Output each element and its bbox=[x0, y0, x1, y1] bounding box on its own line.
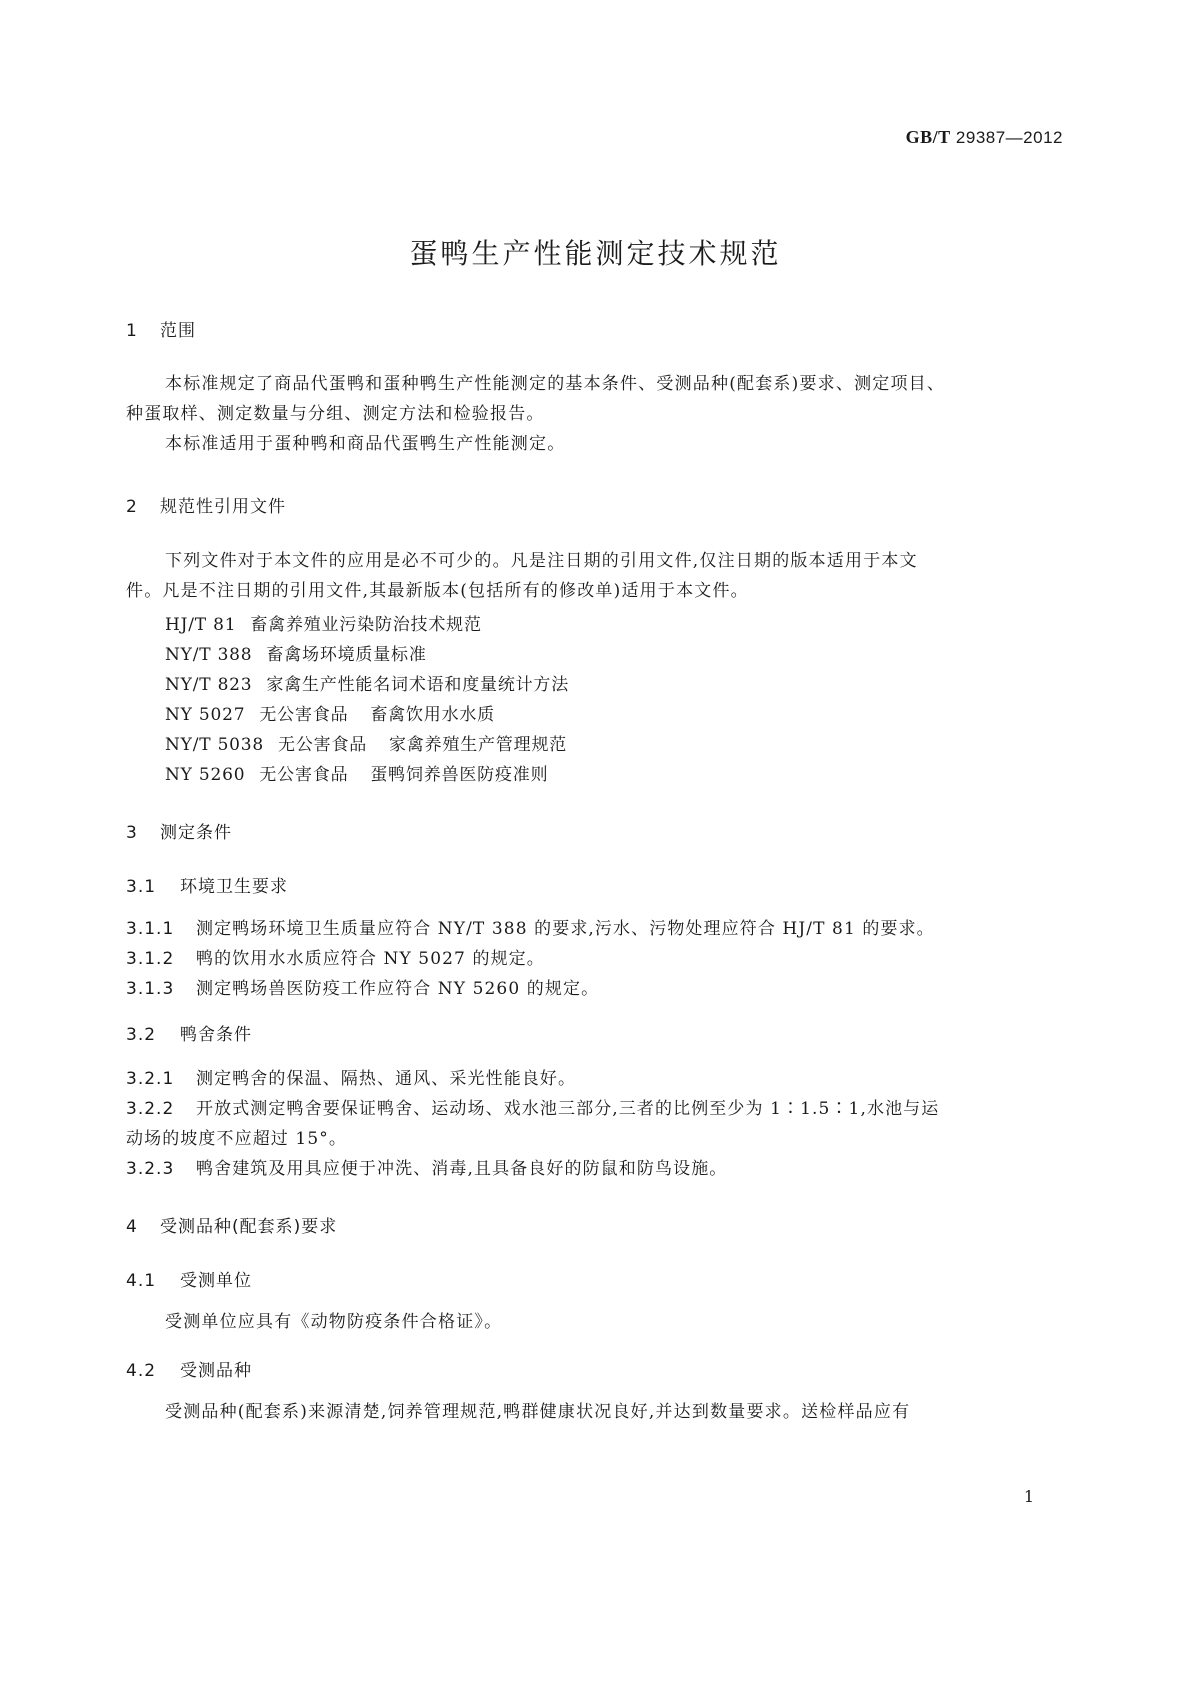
standard-number bbox=[906, 127, 1063, 148]
subsection-3-2-heading bbox=[126, 1020, 252, 1045]
clause-3-2-3 bbox=[126, 1154, 727, 1179]
reference-item bbox=[165, 670, 569, 695]
subsection-number: 4.2 bbox=[126, 1361, 157, 1381]
subsection-4-1-heading bbox=[126, 1266, 252, 1291]
subsection-3-1-heading bbox=[126, 872, 288, 897]
standard-prefix: GB/T bbox=[905, 127, 951, 147]
clause-text: 测定鸭舍的保温、隔热、通风、采光性能良好。 bbox=[196, 1069, 577, 1089]
subsection-4-2-heading bbox=[126, 1356, 252, 1381]
reference-item bbox=[165, 730, 567, 755]
paragraph-line: 受测品种(配套系)来源清楚,饲养管理规范,鸭群健康状况良好,并达到数量要求。送检样品应有 bbox=[165, 1402, 911, 1422]
reference-subtitle: 蛋鸭饲养兽医防疫准则 bbox=[370, 765, 549, 785]
reference-title: 畜禽场环境质量标准 bbox=[266, 645, 427, 665]
subsection-number: 3.1 bbox=[126, 877, 157, 897]
clause-number: 3.1.3 bbox=[126, 979, 175, 999]
clause-3-1-3 bbox=[126, 974, 599, 999]
section-title: 受测品种(配套系)要求 bbox=[160, 1217, 338, 1237]
reference-code: NY/T 388 bbox=[165, 645, 253, 665]
clause-number: 3.1.2 bbox=[126, 949, 175, 969]
clause-number: 3.2.2 bbox=[126, 1099, 175, 1119]
clause-text: 测定鸭场兽医防疫工作应符合 NY 5260 的规定。 bbox=[196, 979, 600, 999]
reference-code: NY 5260 bbox=[165, 765, 246, 785]
reference-title: 畜禽养殖业污染防治技术规范 bbox=[250, 615, 482, 635]
clause-text: 鸭的饮用水水质应符合 NY 5027 的规定。 bbox=[196, 949, 545, 969]
reference-title: 无公害食品 bbox=[259, 705, 349, 725]
reference-item bbox=[165, 700, 495, 725]
subsection-title: 环境卫生要求 bbox=[180, 877, 288, 897]
reference-subtitle: 畜禽饮用水水质 bbox=[370, 705, 495, 725]
paragraph-line: 本标准适用于蛋种鸭和商品代蛋鸭生产性能测定。 bbox=[165, 434, 566, 454]
section-number: 4 bbox=[126, 1217, 138, 1237]
reference-code: NY 5027 bbox=[165, 705, 246, 725]
section-3-heading bbox=[126, 818, 232, 843]
section-number: 3 bbox=[126, 823, 138, 843]
clause-text: 测定鸭场环境卫生质量应符合 NY/T 388 的要求,污水、污物处理应符合 HJ/T 81 的要求。 bbox=[196, 919, 935, 939]
clause-number: 3.2.3 bbox=[126, 1159, 175, 1179]
reference-title: 家禽生产性能名词术语和度量统计方法 bbox=[266, 675, 570, 695]
paragraph-line: 本标准规定了商品代蛋鸭和蛋种鸭生产性能测定的基本条件、受测品种(配套系)要求、测定项目、 bbox=[165, 374, 946, 394]
section-title: 规范性引用文件 bbox=[160, 497, 286, 517]
reference-code: NY/T 823 bbox=[165, 675, 253, 695]
section-1-heading bbox=[126, 316, 196, 341]
section-title: 测定条件 bbox=[160, 823, 232, 843]
clause-3-1-1 bbox=[126, 914, 935, 939]
reference-title: 无公害食品 bbox=[278, 735, 368, 755]
clause-3-2-1 bbox=[126, 1064, 576, 1089]
paragraph-line: 种蛋取样、测定数量与分组、测定方法和检验报告。 bbox=[126, 404, 545, 424]
reference-item bbox=[165, 760, 548, 785]
clause-continuation: 动场的坡度不应超过 15°。 bbox=[126, 1129, 347, 1149]
reference-code: NY/T 5038 bbox=[165, 735, 265, 755]
reference-title: 无公害食品 bbox=[259, 765, 349, 785]
standard-code: 29387—2012 bbox=[955, 128, 1063, 147]
paragraph-line: 件。凡是不注日期的引用文件,其最新版本(包括所有的修改单)适用于本文件。 bbox=[126, 581, 749, 601]
section-number: 1 bbox=[126, 321, 138, 341]
section-4-heading bbox=[126, 1212, 337, 1237]
clause-number: 3.2.1 bbox=[126, 1069, 175, 1089]
subsection-title: 受测品种 bbox=[180, 1361, 252, 1381]
section-number: 2 bbox=[126, 497, 138, 517]
reference-code: HJ/T 81 bbox=[165, 615, 237, 635]
clause-number: 3.1.1 bbox=[126, 919, 175, 939]
reference-item bbox=[165, 640, 427, 665]
section-2-heading bbox=[126, 492, 286, 517]
page-number: 1 bbox=[1023, 1487, 1034, 1506]
section-title: 范围 bbox=[160, 321, 196, 341]
clause-3-2-2 bbox=[126, 1094, 939, 1119]
subsection-title: 受测单位 bbox=[180, 1271, 252, 1291]
subsection-number: 4.1 bbox=[126, 1271, 157, 1291]
reference-subtitle: 家禽养殖生产管理规范 bbox=[389, 735, 568, 755]
subsection-number: 3.2 bbox=[126, 1025, 157, 1045]
paragraph-line: 受测单位应具有《动物防疫条件合格证》。 bbox=[165, 1312, 503, 1332]
clause-text: 鸭舍建筑及用具应便于冲洗、消毒,且具备良好的防鼠和防鸟设施。 bbox=[196, 1159, 728, 1179]
document-title: 蛋鸭生产性能测定技术规范 bbox=[409, 237, 782, 270]
clause-3-1-2 bbox=[126, 944, 545, 969]
paragraph-line: 下列文件对于本文件的应用是必不可少的。凡是注日期的引用文件,仅注日期的版本适用于本文 bbox=[165, 551, 918, 571]
clause-text: 开放式测定鸭舍要保证鸭舍、运动场、戏水池三部分,三者的比例至少为 1∶1.5∶1,水池与运 bbox=[196, 1099, 940, 1119]
subsection-title: 鸭舍条件 bbox=[180, 1025, 252, 1045]
reference-item bbox=[165, 610, 482, 635]
